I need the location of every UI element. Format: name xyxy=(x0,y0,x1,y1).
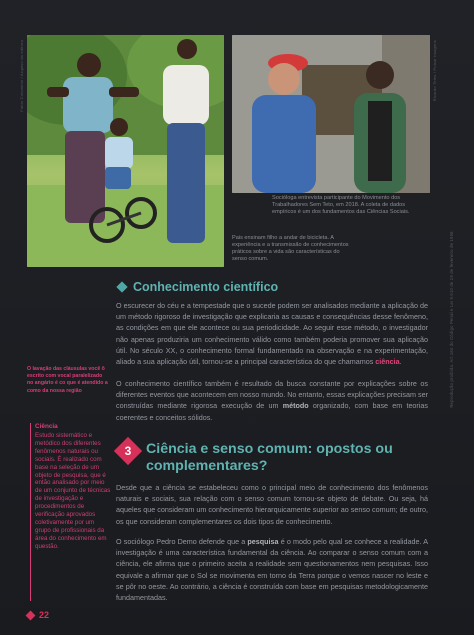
page-footer xyxy=(27,610,49,620)
glossary-box xyxy=(30,423,111,601)
interview-caption: Socióloga entrevista participante do Movimento dos Trabalhadores Sem Teto, em 2018. A coleta de dados empíricos é um dos fundamentos das Ciências Sociais. xyxy=(272,195,410,215)
paragraph-text: é o modo pelo qual se conhece a realidade. A investigação é uma característica fundamental da ciência. Ao comparar o senso comum com a ciência, ele afirma que o primeiro aceita a realidade sem questionamentos nem pesquisas. Isso equivale a afirmar que o Sol se movimenta em torno da Terra porque o vemos nascer no leste e se pôr no oeste. Ao contrário, a ciência é construída com base em pesquisas metodologicamente fundamentadas. xyxy=(116,537,428,603)
section-heading-scientific-knowledge xyxy=(118,280,278,294)
term-pesquisa: pesquisa xyxy=(247,537,279,546)
photo-credit-left: Fabio Colombini / Arquivo da editora xyxy=(19,40,24,112)
paragraph-text: O escurecer do céu e a tempestade que o sucede podem ser analisados mediante a aplicação de um método rigoroso de investigação que explicaria as causas e consequências desse fenômeno, as condições em que ele acontece ou sua periodicidade. Ao seguir esse método, o investigador não apenas produziria um conhecimento válido como também poderia promover sua aplicação útil. No século XX, o conhecimento formal fundamentado na observação e na experimentação, aliado a sua aplicação útil, tornou-se a principal característica do que chamamos xyxy=(116,301,428,367)
interview-photo xyxy=(232,35,430,193)
diamond-icon xyxy=(116,281,127,292)
section-number-badge xyxy=(118,441,138,461)
family-bicycle-photo xyxy=(27,35,224,267)
copyright-notice: Reprodução proibida. Art.184 do Código Penal e Lei 9.610 de 19 de fevereiro de 1998. xyxy=(449,230,454,408)
section-title: Conhecimento científico xyxy=(133,280,279,294)
glossary-term-ciencia[interactable]: ciência xyxy=(375,357,400,367)
section3-paragraph-2 xyxy=(116,536,428,603)
paragraph-text: O conhecimento científico também é resultado da busca constante por explicações sobre os diferentes eventos que acontecem em nosso mundo. No entanto, essas explicações precisam ser construídas mediante rigorosa execução de um xyxy=(116,379,428,411)
glossary-title: Ciência xyxy=(35,423,58,430)
photo-credit-right: Ricardo Teles / Pulsar Imagens xyxy=(432,40,437,102)
diamond-icon xyxy=(26,610,36,620)
family-caption: Pais ensinam filho a andar de bicicleta. A experiência e a transmissão de conhecimentos práticos sobre a vida são características do senso comum. xyxy=(232,235,349,262)
page-number: 22 xyxy=(39,610,50,620)
glossary-definition: Estudo sistemático e metódico dos diferentes fenômenos naturais ou sociais. É realizado com base na seleção de um objeto de pesquisa, que é então analisado por meio de um conjunto de técnicas de investigação e procedimentos de verificação aprovados coletivamente por um grupo de profissionais da área do conhecimento em questão. xyxy=(35,432,111,550)
term-metodo: método xyxy=(282,401,309,411)
paragraph-text: O sociólogo Pedro Demo defende que a xyxy=(116,537,246,546)
section3-paragraph-1: Desde que a ciência se estabeleceu como o principal meio de conhecimento dos fenômenos naturais e sociais, sua relação com o senso comum tornou-se objeto de debate. Ou seja, há aqueles que consideram um conhecimento hierarquicamente superior ao senso comum; de outro, os que consideram complementares os dois tipos de conhecimento. xyxy=(116,483,428,526)
section3-title: Ciência e senso comum: opostos ou complementares? xyxy=(146,441,393,474)
section1-paragraph-2 xyxy=(116,378,428,423)
interview-illustration xyxy=(232,35,430,193)
section1-paragraph-1: O escurecer do céu e a tempestade que o sucede podem ser analisados mediante a aplicação de um método rigoroso de investigação que explicaria as causas e consequências desse fenômeno, as condições em que ele acontece ou sua periodicidade. Ao seguir esse método, o investigador não apenas produziria um conhecimento válido como também poderia promover sua aplicação útil. No século XX, o conhecimento formal fundamentado na observação e na experimentação, aliado a sua aplicação útil, tornou-se a principal característica do que chamamos ciência. xyxy=(116,301,428,367)
section-number: 3 xyxy=(124,444,132,458)
side-note-magenta: O lavação das cláusulas você ô escrito com vocal paralelizado no angário é co que é atendido a como da nossa região xyxy=(27,366,108,394)
family-bicycle-illustration xyxy=(27,35,224,267)
paragraph-text: organizado, com base em teorias coerentes e conceitos sólidos. xyxy=(116,401,429,422)
